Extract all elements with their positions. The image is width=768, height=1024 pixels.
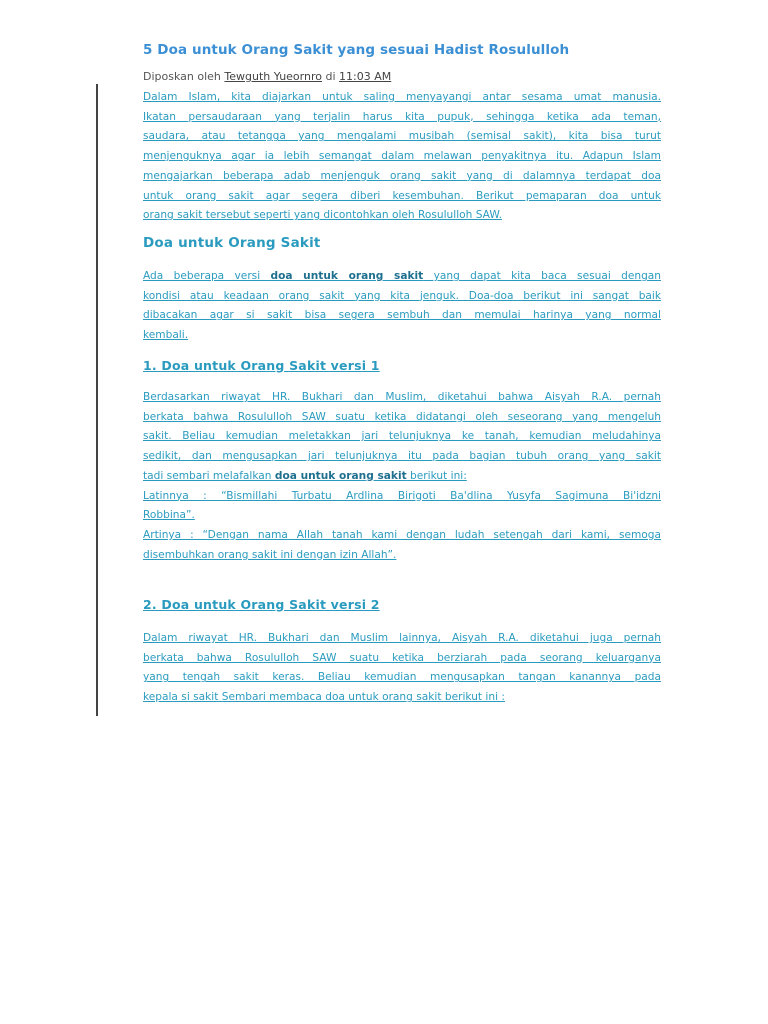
left-margin-rule <box>96 84 98 716</box>
section-line-2: kondisi atau keadaan orang sakit yang kita jenguk. Doa-doa berikut ini sangat baik <box>143 289 661 302</box>
time-link[interactable]: 11:03 AM <box>339 70 392 83</box>
version-2-paragraph[interactable] <box>143 629 661 708</box>
section-line-3: dibacakan agar si sakit bisa segera sembuh dan memulai harinya yang normal <box>143 309 661 322</box>
post-meta <box>143 70 391 83</box>
author-link[interactable]: Tewguth Yueornro <box>224 70 322 83</box>
section-paragraph[interactable] <box>143 267 661 346</box>
v1-line: sakit. Beliau kemudian meletakkan jari telunjuknya ke tanah, kemudian meludahinya <box>143 430 661 443</box>
v1-latin-line: Latinnya : “Bismillahi Turbatu Ardlina Birigoti Ba'dlina Yusyfa Sagimuna Bi'idzni <box>143 489 661 502</box>
meta-prefix: Diposkan oleh <box>143 70 225 83</box>
intro-paragraph[interactable] <box>143 88 661 226</box>
intro-line: Ikatan persaudaraan yang terjalin harus kita pupuk, sehingga ketika ada teman, <box>143 110 661 123</box>
version-2-heading[interactable]: 2. Doa untuk Orang Sakit versi 2 <box>143 597 380 612</box>
v1-meaning-line: disembuhkan orang sakit ini dengan izin Allah”. <box>143 548 397 561</box>
v1-line: sedikit, dan mengusapkan jari telunjuknya itu pada bagian tubuh orang yang sakit <box>143 450 661 463</box>
section-heading: Doa untuk Orang Sakit <box>143 235 321 251</box>
v2-line: Dalam riwayat HR. Bukhari dan Muslim lainnya, Aisyah R.A. diketahui juga pernah <box>143 632 661 644</box>
v1-line: berkata bahwa Rosululloh SAW suatu ketika didatangi oleh seseorang yang mengeluh <box>143 410 661 423</box>
v1-latin-line: Robbina”. <box>143 509 195 522</box>
intro-line: orang sakit tersebut seperti yang dicontohkan oleh Rosululloh SAW. <box>143 209 502 222</box>
intro-line: saudara, atau tetangga yang mengalami musibah (semisal sakit), kita bisa turut <box>143 130 661 143</box>
intro-line: mengajarkan beberapa adab menjenguk orang sakit yang di dalamnya terdapat doa <box>143 169 661 182</box>
section-line-1: Ada beberapa versi doa untuk orang sakit yang dapat kita baca sesuai dengan <box>143 270 662 282</box>
v1-meaning-line: Artinya : “Dengan nama Allah tanah kami dengan ludah setengah dari kami, semoga <box>143 528 661 541</box>
v1-line: tadi sembari melafalkan doa untuk orang sakit berikut ini: <box>143 469 467 482</box>
intro-line: untuk orang sakit agar segera diberi kesembuhan. Berikut pemaparan doa untuk <box>143 189 661 202</box>
v2-line: yang tengah sakit keras. Beliau kemudian mengusapkan tangan kanannya pada <box>143 671 661 684</box>
meta-mid: di <box>321 70 340 83</box>
article-title: 5 Doa untuk Orang Sakit yang sesuai Hadist Rosululloh <box>143 42 570 58</box>
v1-line: Berdasarkan riwayat HR. Bukhari dan Muslim, diketahui bahwa Aisyah R.A. pernah <box>143 391 661 403</box>
v2-line: kepala si sakit Sembari membaca doa untuk orang sakit berikut ini : <box>143 691 505 704</box>
intro-line: Dalam Islam, kita diajarkan untuk saling menyayangi antar sesama umat manusia. <box>143 91 661 103</box>
section-line-4: kembali. <box>143 329 189 342</box>
intro-line: menjenguknya agar ia lebih semangat dalam melawan penyakitnya itu. Adapun Islam <box>143 150 661 163</box>
v2-line: berkata bahwa Rosululloh SAW suatu ketika berziarah pada seorang keluarganya <box>143 651 661 664</box>
version-1-heading[interactable]: 1. Doa untuk Orang Sakit versi 1 <box>143 358 380 373</box>
keyword-bold: doa untuk orang sakit <box>274 469 407 482</box>
keyword-bold: doa untuk orang sakit <box>270 270 424 282</box>
version-1-paragraph[interactable] <box>143 388 661 565</box>
